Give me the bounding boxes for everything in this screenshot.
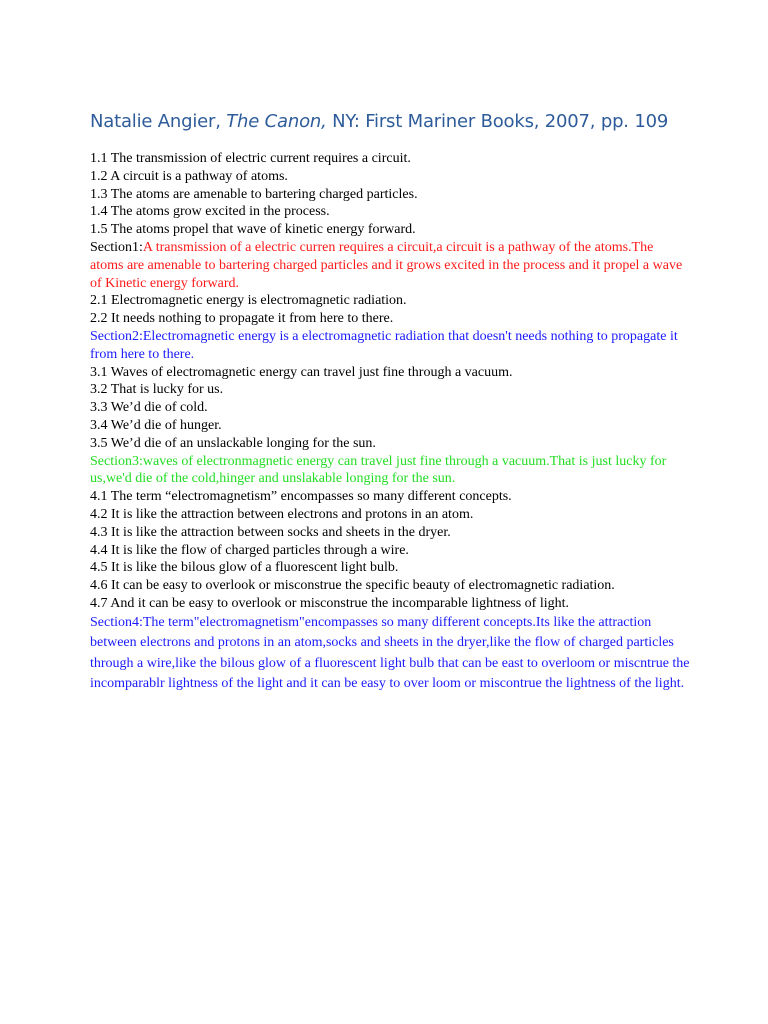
statement-4-7: 4.7 And it can be easy to overlook or misconstrue the incomparable lightness of light. — [90, 595, 570, 611]
statement-1-1: 1.1 The transmission of electric current requires a circuit. — [90, 151, 411, 166]
statement-3-4: 3.4 We’d die of hunger. — [90, 417, 222, 433]
statement-4-2: 4.2 It is like the attraction between electrons and protons in an atom. — [90, 506, 474, 522]
statement-4-5: 4.5 It is like the bilous glow of a fluorescent light bulb. — [90, 560, 399, 576]
section-4-summary: Section4:The term"electromagnetism"encompasses so many different concepts.Its like the attraction between electrons and protons in an atom,socks and sheets in the dryer,like the flow of charged particles through a wire,like the bilous glow of a fluorescent light bulb that can be east to overloom or miscntrue the incomparablr lightness of the light and it can be easy to over loom or miscontrue the lightness of the light. — [90, 614, 690, 691]
statement-3-5: 3.5 We’d die of an unslackable longing for the sun. — [90, 435, 376, 451]
statement-2-1: 2.1 Electromagnetic energy is electromagnetic radiation. — [90, 293, 407, 309]
citation-book-title: The Canon, — [226, 111, 327, 132]
statement-1-3: 1.3 The atoms are amenable to bartering charged particles. — [90, 186, 418, 202]
statement-4-3: 4.3 It is like the attraction between socks and sheets in the dryer. — [90, 524, 451, 540]
statement-1-2: 1.2 A circuit is a pathway of atoms. — [90, 168, 288, 184]
document-page — [90, 108, 690, 694]
citation-heading — [90, 108, 690, 136]
statement-3-2: 3.2 That is lucky for us. — [90, 382, 224, 398]
citation-publisher: NY: First Mariner Books, 2007, pp. 109 — [332, 111, 669, 132]
statement-1-4: 1.4 The atoms grow excited in the process. — [90, 204, 330, 220]
section-3-summary: Section3:waves of electronmagnetic energy can travel just fine through a vacuum.That is just lucky for us,we'd die of the cold,hinger and unslakable longing for the sun. — [90, 453, 667, 487]
statement-4-4: 4.4 It is like the flow of charged particles through a wire. — [90, 542, 409, 558]
section-2-summary: Section2:Electromagnetic energy is a electromagnetic radiation that doesn't needs nothing to propagate it from here to there. — [90, 328, 678, 362]
section-1-summary — [90, 239, 690, 292]
statement-1-5: 1.5 The atoms propel that wave of kinetic energy forward. — [90, 222, 416, 238]
statement-3-1: 3.1 Waves of electromagnetic energy can travel just fine through a vacuum. — [90, 364, 513, 380]
section-1-text: A transmission of a electric curren requires a circuit,a circuit is a pathway of the atoms.The atoms are amenable to bartering charged particles and it grows excited in the process and it propel a wave of Kinetic energy forward. — [90, 239, 683, 291]
statement-3-3: 3.3 We’d die of cold. — [90, 400, 208, 416]
statement-2-2: 2.2 It needs nothing to propagate it from here to there. — [90, 311, 394, 327]
statement-4-1: 4.1 The term “electromagnetism” encompasses so many different concepts. — [90, 489, 512, 505]
section-1-label: Section1: — [90, 239, 143, 255]
statement-4-6: 4.6 It can be easy to overlook or misconstrue the specific beauty of electromagnetic radiation. — [90, 578, 615, 594]
citation-author: Natalie Angier, — [90, 111, 221, 132]
